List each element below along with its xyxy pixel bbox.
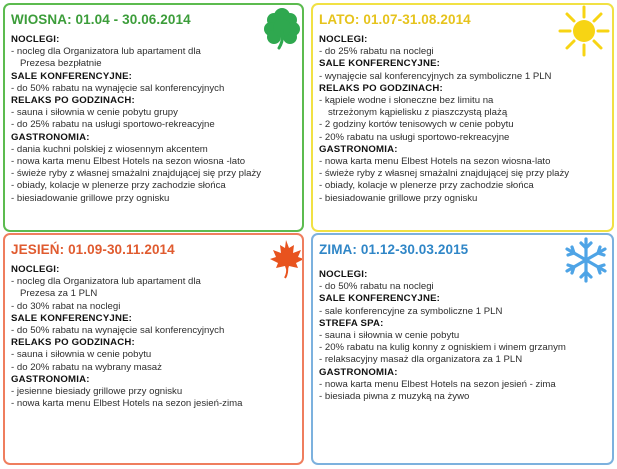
offer-line: - do 50% rabatu na noclegi: [319, 281, 434, 293]
section-heading: NOCLEGI:: [319, 269, 368, 280]
offer-line: - 20% rabatu na usługi sportowo-rekreacyjne: [319, 131, 510, 143]
offer-line: - dania kuchni polskiej z wiosennym akcentem: [11, 143, 208, 155]
offer-line: - relaksacyjny masaż dla organizatora za 1 PLN: [319, 354, 523, 366]
offer-line: - sauna i siłownia w cenie pobytu: [11, 349, 152, 361]
section-heading: GASTRONOMIA:: [11, 373, 90, 385]
offer-line: - jesienne biesiady grillowe przy ognisku: [11, 386, 183, 398]
autumn-title: JESIEŃ: 01.09-30.11.2014: [11, 242, 175, 257]
summer-offer-card: [311, 3, 614, 232]
summer-body: [319, 34, 606, 205]
section-heading: RELAKS PO GODZINACH:: [319, 82, 443, 94]
offer-line: - 20% rabatu na kulig konny z ogniskiem i winem grzanym: [319, 342, 566, 354]
offer-line: - nocleg dla Organizatora lub apartament dla: [11, 46, 201, 58]
offer-line: - biesiadowanie grillowe przy ognisku: [319, 192, 478, 204]
offer-line: - do 50% rabatu na wynajęcie sal konferencyjnych: [11, 325, 225, 337]
section-heading: SALE KONFERENCYJNE:: [11, 70, 133, 82]
section-heading: RELAKS PO GODZINACH:: [11, 95, 135, 107]
offer-line: - nowa karta menu Elbest Hotels na sezon wiosna -lato: [11, 156, 246, 168]
offer-line: - nowa karta menu Elbest Hotels na sezon wiosna-lato: [319, 156, 551, 168]
offer-line: - do 50% rabatu na wynajęcie sal konferencyjnych: [11, 82, 225, 94]
offer-line: - biesiada piwna z muzyką na żywo: [319, 391, 470, 403]
winter-offer-card: [311, 233, 614, 465]
autumn-body: [11, 264, 296, 410]
offer-line: - biesiadowanie grillowe przy ognisku: [11, 192, 170, 204]
offer-line: - nowa karta menu Elbest Hotels na sezon jesień-zima: [11, 398, 243, 410]
winter-body: [319, 269, 606, 403]
offer-line: - sale konferencyjne za symboliczne 1 PLN: [319, 305, 503, 317]
offer-line: - wynajęcie sal konferencyjnych za symboliczne 1 PLN: [319, 70, 552, 82]
offer-line: - do 25% rabatu na usługi sportowo-rekreacyjne: [11, 119, 215, 131]
offer-line: - sauna i siłownia w cenie pobytu: [319, 330, 460, 342]
offer-line: - obiady, kolacje w plenerze przy zachodzie słońca: [11, 180, 226, 192]
section-heading: STREFA SPA:: [319, 317, 384, 329]
section-heading: GASTRONOMIA:: [319, 143, 398, 155]
offer-line: - obiady, kolacje w plenerze przy zachodzie słońca: [319, 180, 534, 192]
section-heading: SALE KONFERENCYJNE:: [11, 312, 133, 324]
section-heading: GASTRONOMIA:: [11, 131, 90, 143]
offer-line: Prezesa bezpłatnie: [20, 58, 102, 70]
offer-line: - do 30% rabat na noclegi: [11, 300, 121, 312]
offer-line: strzeżonym kąpielisku z piaszczystą plażą: [328, 107, 508, 119]
spring-title: WIOSNA: 01.04 - 30.06.2014: [11, 12, 191, 27]
section-heading: SALE KONFERENCYJNE:: [319, 58, 441, 70]
section-heading: NOCLEGI:: [11, 264, 60, 275]
offer-line: - do 20% rabatu na wybrany masaż: [11, 361, 162, 373]
section-heading: GASTRONOMIA:: [319, 366, 398, 378]
autumn-offer-card: [3, 233, 304, 465]
section-heading: NOCLEGI:: [319, 34, 368, 45]
offer-line: - świeże ryby z własnej smażalni znajdującej się przy plaży: [319, 168, 570, 180]
summer-title: LATO: 01.07-31.08.2014: [319, 12, 471, 27]
offer-line: - nocleg dla Organizatora lub apartament dla: [11, 276, 201, 288]
section-heading: NOCLEGI:: [11, 34, 60, 45]
offer-line: Prezesa za 1 PLN: [20, 288, 98, 300]
offer-line: - 2 godziny kortów tenisowych w cenie pobytu: [319, 119, 514, 131]
offer-line: - kąpiele wodne i słoneczne bez limitu na: [319, 95, 494, 107]
offer-line: - świeże ryby z własnej smażalni znajdującej się przy plaży: [11, 168, 262, 180]
offer-line: - nowa karta menu Elbest Hotels na sezon jesień - zima: [319, 378, 556, 390]
winter-title: ZIMA: 01.12-30.03.2015: [319, 242, 469, 257]
offer-line: - do 25% rabatu na noclegi: [319, 46, 434, 58]
offer-line: - sauna i siłownia w cenie pobytu grupy: [11, 107, 178, 119]
section-heading: SALE KONFERENCYJNE:: [319, 293, 441, 305]
section-heading: RELAKS PO GODZINACH:: [11, 337, 135, 349]
spring-offer-card: [3, 3, 304, 232]
spring-body: [11, 34, 296, 205]
